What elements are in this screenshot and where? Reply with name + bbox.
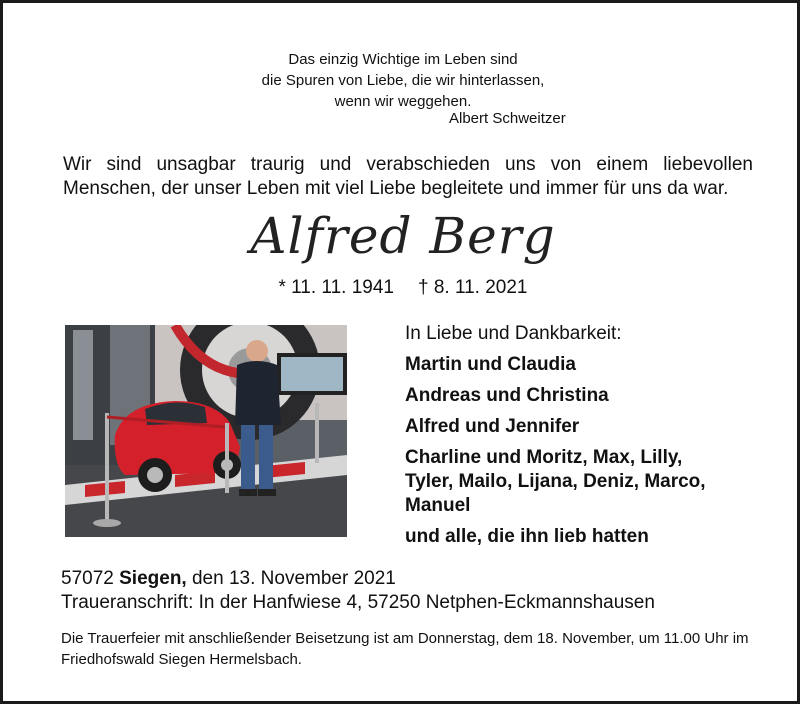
mourning-address: Traueranschrift: In der Hanfwiese 4, 57250 Netphen-Eckmannshausen <box>61 592 655 613</box>
photo-illustration <box>65 325 347 537</box>
quote-line: Das einzig Wichtige im Leben sind <box>288 51 518 68</box>
mourners-heading: In Liebe und Dankbarkeit: <box>405 323 622 344</box>
mourner-entry: Charline und Moritz, Max, Lilly, Tyler, Mailo, Lijana, Deniz, Marco, Manuel <box>405 447 706 516</box>
portrait-photo <box>65 325 347 537</box>
mourner-entry: Alfred und Jennifer <box>405 416 580 437</box>
birth-date: * 11. 11. 1941 <box>278 277 394 298</box>
quote-author: Albert Schweitzer <box>449 110 566 127</box>
quote-line: die Spuren von Liebe, die wir hinterlassen, <box>261 72 545 89</box>
funeral-info: Die Trauerfeier mit anschließender Beisetzung ist am Donnerstag, dem 18. November, um 11.00 Uhr im Friedhofswald Siegen Hermelsbach. <box>61 630 749 668</box>
postcode: 57072 <box>61 568 114 589</box>
intro-text: Wir sind unsagbar traurig und verabschieden uns von einem liebevollen Menschen, der unser Leben mit viel Liebe begleitete und immer für uns da war. <box>63 154 753 199</box>
mourner-entry: Martin und Claudia <box>405 354 576 375</box>
city: Siegen, <box>119 568 187 589</box>
quote <box>3 49 800 112</box>
notice-date: den 13. November 2021 <box>191 568 396 589</box>
deceased-name: Alfred Berg <box>250 207 556 265</box>
mourner-entry: und alle, die ihn lieb hatten <box>405 526 649 547</box>
quote-line: wenn wir weggehen. <box>334 93 472 110</box>
place-date <box>61 566 396 591</box>
mourners-list <box>405 323 785 556</box>
life-dates <box>3 277 800 299</box>
mourner-entry: Andreas und Christina <box>405 385 609 406</box>
death-date: † 8. 11. 2021 <box>417 277 528 298</box>
